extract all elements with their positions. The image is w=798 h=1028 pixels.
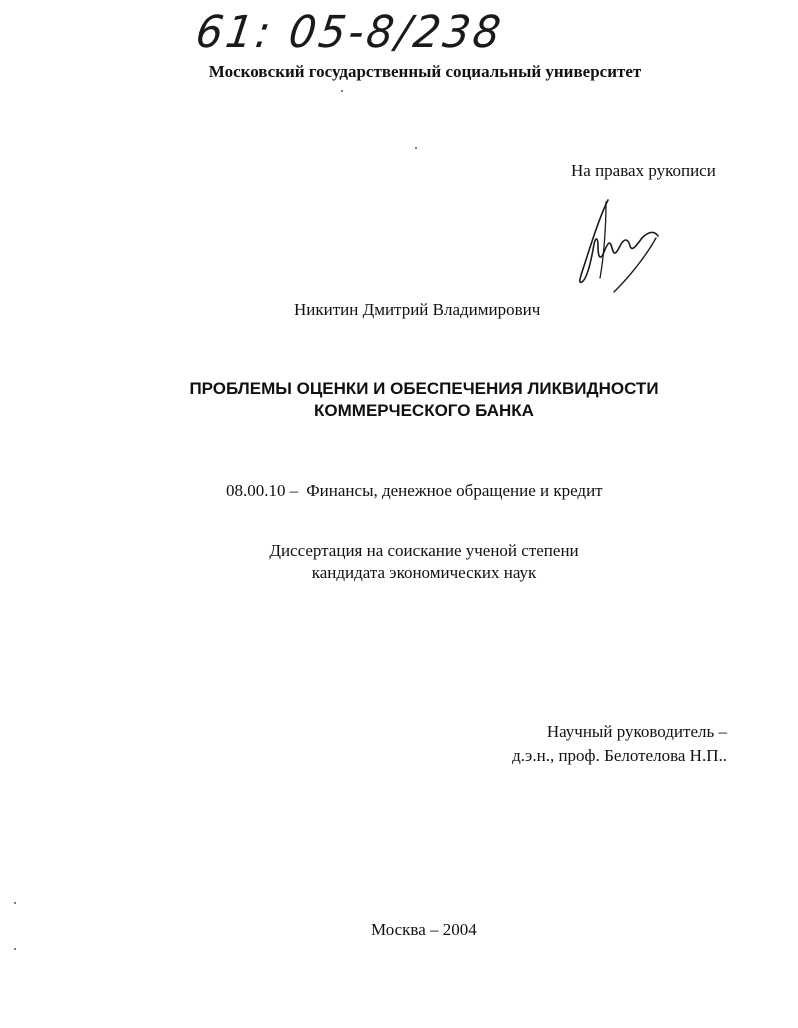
city-year: Москва – 2004 <box>371 920 477 939</box>
scan-speck <box>341 90 343 92</box>
manuscript-rights: На правах рукописи <box>571 161 716 180</box>
archive-mark: 61: 05-8/238 <box>192 6 507 58</box>
scan-speck <box>415 147 417 149</box>
supervisor-name: д.э.н., проф. Белотелова Н.П.. <box>512 746 727 765</box>
title-line-2: КОММЕРЧЕСКОГО БАНКА <box>314 401 534 420</box>
author-signature <box>570 196 670 296</box>
specialty <box>226 481 603 501</box>
scan-speck <box>14 902 16 904</box>
specialty-name: Финансы, денежное обращение и кредит <box>306 481 603 500</box>
title-line-1: ПРОБЛЕМЫ ОЦЕНКИ И ОБЕСПЕЧЕНИЯ ЛИКВИДНОСТИ <box>189 379 659 398</box>
university-name: Московский государственный социальный университет <box>208 62 642 81</box>
supervisor-label: Научный руководитель – <box>546 722 727 741</box>
author-name: Никитин Дмитрий Владимирович <box>294 300 541 319</box>
dissertation-title <box>0 378 798 422</box>
supervisor <box>470 720 727 768</box>
scan-speck <box>14 948 16 950</box>
specialty-code: 08.00.10 – <box>226 481 299 500</box>
degree-line-2: кандидата экономических наук <box>311 563 537 582</box>
degree-line-1: Диссертация на соискание ученой степени <box>269 541 579 560</box>
dissertation-degree <box>0 540 798 584</box>
